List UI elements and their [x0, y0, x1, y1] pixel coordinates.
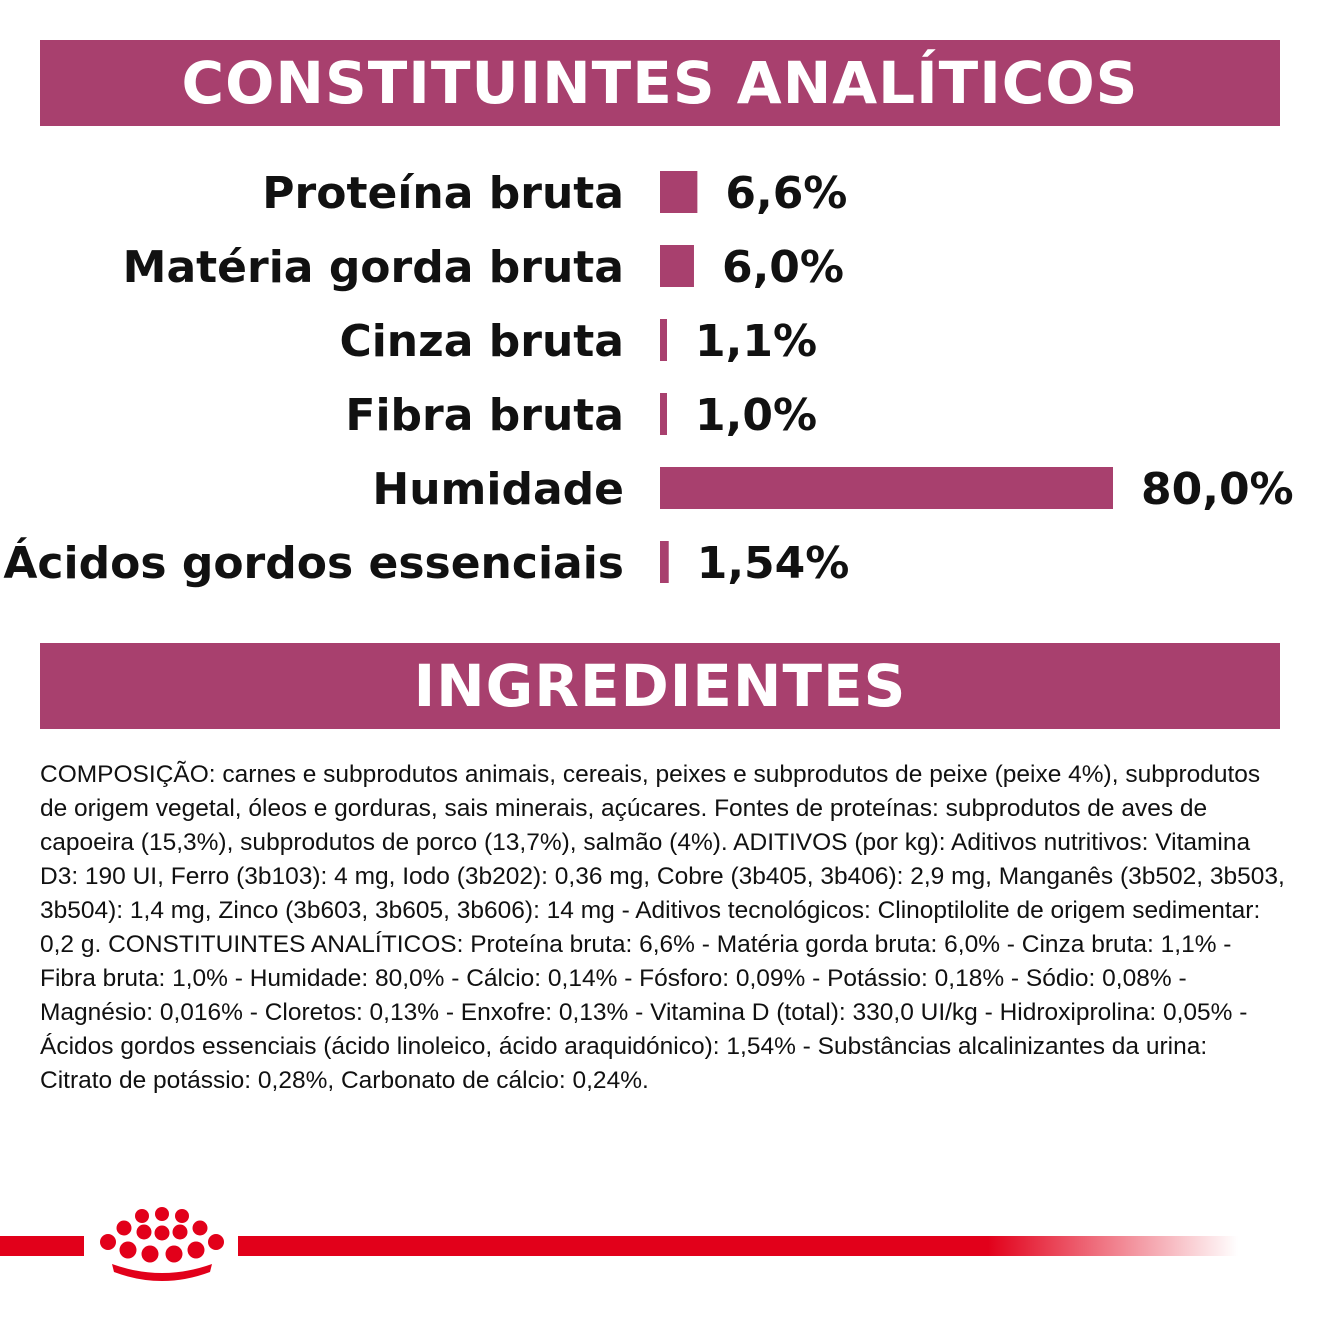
analytic-constituents-banner — [40, 40, 1280, 126]
bar-humidade — [660, 467, 1113, 509]
bar-proteina-bruta — [660, 171, 697, 213]
value-label-fibra-bruta: 1,0% — [695, 390, 818, 441]
bar-cinza-bruta — [660, 319, 667, 361]
value-label-proteina-bruta: 6,6% — [725, 168, 848, 219]
composition-text: COMPOSIÇÃO: carnes e subprodutos animais, cereais, peixes e subprodutos de peixe (peixe 4%), subprodutos de origem vegetal, óleos e gorduras, sais minerais, açúcares. Fontes de proteínas: subprodutos de aves de capoeira (15,3%), subprodutos de porco (13,7%), salmão (4%). ADITIVOS (por kg): Aditivos nutritivos: Vitamina D3: 190 UI, Ferro (3b103): 4 mg, Iodo (3b202): 0,36 mg, Cobre (3b405, 3b406): 2,9 mg, Manganês (3b502, 3b503, 3b504): 1,4 mg, Zinco (3b603, 3b605, 3b606): 14 mg - Aditivos tecnológicos: Clinoptilolite de origem sedimentar: 0,2 g. CONSTITUINTES ANALÍTICOS: Proteína bruta: 6,6% - Matéria gorda bruta: 6,0% - Cinza bruta: 1,1% - Fibra bruta: 1,0% - Humidade: 80,0% - Cálcio: 0,14% - Fósforo: 0,09% - Potássio: 0,18% - Sódio: 0,08% - Magnésio: 0,016% - Cloretos: 0,13% - Enxofre: 0,13% - Vitamina D (total): 330,0 UI/kg - Hidroxiprolina: 0,05% - Ácidos gordos essenciais (ácido linoleico, ácido araquidónico): 1,54% - Substâncias alcalinizantes da urina: Citrato de potássio: 0,28%, Carbonato de cálcio: 0,24%. — [40, 761, 1285, 1094]
analytic-constituents-title: CONSTITUINTES ANALÍTICOS — [181, 49, 1139, 117]
category-label-materia-gorda-bruta: Matéria gorda bruta — [122, 242, 624, 293]
value-label-materia-gorda-bruta: 6,0% — [721, 242, 845, 293]
value-label-humidade: 80,0% — [1141, 464, 1294, 515]
ingredients-banner — [40, 643, 1280, 729]
category-label-humidade: Humidade — [372, 464, 624, 515]
crown-logo-icon — [94, 1206, 230, 1286]
category-label-proteina-bruta: Proteína bruta — [262, 168, 624, 219]
footer-red-line-right — [238, 1236, 1238, 1256]
value-label-acidos-gordos-essenciais: 1,54% — [696, 538, 850, 589]
analytic-bar-chart — [0, 150, 1320, 610]
value-label-cinza-bruta: 1,1% — [695, 316, 818, 367]
ingredients-title: INGREDIENTES — [413, 652, 907, 720]
bar-fibra-bruta — [660, 393, 667, 435]
category-label-fibra-bruta: Fibra bruta — [345, 390, 624, 441]
category-label-cinza-bruta: Cinza bruta — [339, 316, 624, 367]
footer-red-line-left — [0, 1236, 84, 1256]
bar-acidos-gordos-essenciais — [660, 541, 669, 583]
bar-materia-gorda-bruta — [660, 245, 694, 287]
category-label-acidos-gordos-essenciais: Ácidos gordos essenciais — [3, 538, 624, 589]
